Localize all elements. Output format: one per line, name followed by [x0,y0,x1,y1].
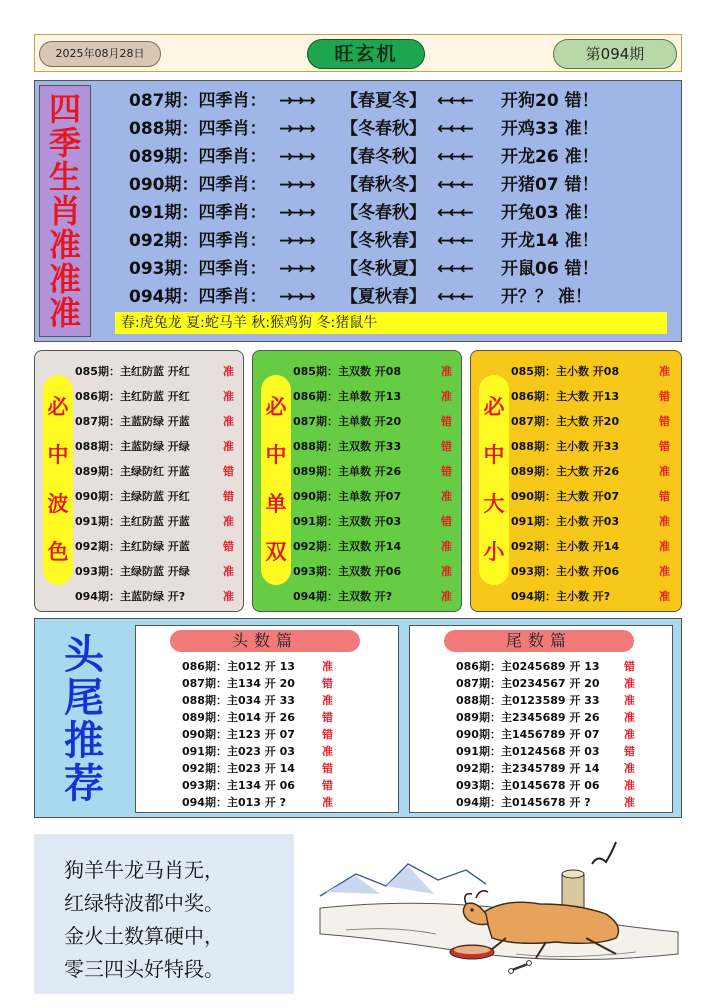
poem-line: 零三四头好特段。 [64,957,224,981]
result-mark: 错 [659,415,670,428]
wave-row-text: 092期：主红防绿 开蓝 [75,540,190,553]
season-label-char: 准 [48,226,81,264]
right-arrow-icon: →→→ [279,147,313,167]
bowl-icon [450,945,494,959]
poem-line: 红绿特波都中奖。 [64,891,224,915]
head-row [182,726,394,743]
oddeven-row-text: 091期：主双数 开03 [293,515,402,528]
tail-row-text: 090期：主1456789 开 07 [456,728,600,741]
tail-row [456,794,668,811]
headtail-label-char: 推 [64,716,104,764]
wave-row [75,359,243,384]
season-legend: 春:虎兔龙 夏:蛇马羊 秋:猴鸡狗 冬:猪鼠牛 [115,312,667,334]
season-label-char: 准 [48,260,81,298]
result-mark: 准 [659,365,670,378]
season-row-result: 开龙14 准！ [501,231,599,251]
season-row-result: 开？？ 准！ [501,287,592,307]
result-mark: 准 [223,515,234,528]
result-mark: 准 [223,565,234,578]
oddeven-label-char: 双 [265,540,287,565]
tail-row [456,658,668,675]
tail-rows [456,658,668,811]
head-rows [182,658,394,811]
result-mark: 准 [441,565,452,578]
season-label-char: 生 [48,158,81,196]
illustration-svg [316,834,682,994]
head-row [182,794,394,811]
head-row-text: 094期：主013 开 ? [182,796,286,809]
tail-row-text: 089期：主2345689 开 26 [456,711,600,724]
season-row [129,199,669,227]
left-arrow-icon: ←←← [437,287,471,307]
tail-row-text: 092期：主2345789 开 14 [456,762,600,775]
oddeven-row-text: 094期：主双数 开? [293,590,393,603]
result-mark: 准 [624,711,635,724]
oddeven-row [293,359,461,384]
wave-row [75,584,243,609]
oddeven-row-text: 092期：主双数 开14 [293,540,402,553]
bigsmall-row-text: 093期：主小数 开06 [511,565,620,578]
headtail-label-char: 头 [64,630,104,678]
season-row [129,87,669,115]
tail-row [456,777,668,794]
season-row-issue: 090期：四季肖： [129,175,267,195]
result-mark: 错 [322,762,333,775]
left-arrow-icon: ←←← [437,175,471,195]
bigsmall-row [511,484,679,509]
poem-box [34,834,294,994]
season-row-issue: 088期：四季肖： [129,119,267,139]
season-row-issue: 092期：四季肖： [129,231,267,251]
result-mark: 准 [624,779,635,792]
wave-row-text: 090期：主绿防蓝 开红 [75,490,190,503]
result-mark: 错 [322,711,333,724]
result-mark: 准 [223,440,234,453]
result-mark: 准 [322,796,333,809]
result-mark: 错 [659,440,670,453]
result-mark: 错 [223,540,234,553]
wave-row-text: 093期：主绿防蓝 开绿 [75,565,190,578]
result-mark: 错 [659,390,670,403]
result-mark: 准 [322,660,333,673]
oddeven-panel [252,350,462,612]
season-row-issue: 091期：四季肖： [129,203,267,223]
season-row-issue: 094期：四季肖： [129,287,267,307]
season-row [129,227,669,255]
wave-row-text: 094期：主蓝防绿 开? [75,590,186,603]
tail-row-text: 091期：主0124568 开 03 [456,745,600,758]
bigsmall-row-text: 090期：主大数 开07 [511,490,620,503]
oddeven-row-text: 086期：主单数 开13 [293,390,402,403]
result-mark: 准 [624,762,635,775]
bigsmall-row [511,584,679,609]
left-arrow-icon: ←←← [437,91,471,111]
oddeven-row-text: 085期：主双数 开08 [293,365,402,378]
wave-label [43,375,73,585]
head-row [182,760,394,777]
head-row-text: 087期：主134 开 20 [182,677,295,690]
tail-row [456,675,668,692]
headtail-section [34,618,682,818]
bigsmall-row [511,384,679,409]
result-mark: 准 [659,515,670,528]
oddeven-row [293,559,461,584]
headtail-label-char: 荐 [64,759,104,807]
season-row-pick: 【冬秋夏】 [341,259,426,279]
result-mark: 错 [624,660,635,673]
result-mark: 错 [223,490,234,503]
season-row-result: 开龙26 准！ [501,147,599,167]
oddeven-row [293,484,461,509]
head-row [182,709,394,726]
tail-row [456,743,668,760]
wave-rows [75,359,243,609]
oddeven-label-char: 中 [265,443,287,468]
bigsmall-row [511,559,679,584]
wave-label-char: 色 [47,540,69,565]
tail-row [456,692,668,709]
season-row-issue: 089期：四季肖： [129,147,267,167]
oddeven-row [293,434,461,459]
bigsmall-label-char: 小 [483,540,505,565]
head-row [182,777,394,794]
season-row-pick: 【春夏冬】 [341,91,426,111]
result-mark: 准 [659,540,670,553]
tail-row-text: 086期：主0245689 开 13 [456,660,600,673]
wave-panel [34,350,244,612]
right-arrow-icon: →→→ [279,203,313,223]
wave-row-text: 091期：主红防蓝 开蓝 [75,515,190,528]
left-arrow-icon: ←←← [437,231,471,251]
head-row-text: 088期：主034 开 33 [182,694,295,707]
season-row [129,115,669,143]
wave-row [75,534,243,559]
page-header [34,34,682,72]
bigsmall-row-text: 091期：主小数 开03 [511,515,620,528]
result-mark: 准 [659,590,670,603]
wave-row-text: 089期：主绿防红 开蓝 [75,465,190,478]
oddeven-label-char: 必 [265,394,287,419]
wave-label-char: 必 [47,394,69,419]
season-label-char: 准 [48,294,81,332]
wave-row-text: 085期：主红防蓝 开红 [75,365,190,378]
right-arrow-icon: →→→ [279,287,313,307]
season-row-pick: 【冬春秋】 [341,119,426,139]
lying-goat-illustration [316,834,682,994]
right-arrow-icon: →→→ [279,231,313,251]
tail-row-text: 087期：主0234567 开 20 [456,677,600,690]
season-row-result: 开兔03 准！ [501,203,599,223]
wave-row-text: 088期：主蓝防绿 开绿 [75,440,190,453]
result-mark: 准 [659,565,670,578]
wave-row [75,509,243,534]
result-mark: 准 [624,728,635,741]
season-row-result: 开狗20 错！ [501,91,599,111]
head-row-text: 091期：主023 开 03 [182,745,295,758]
oddeven-row [293,584,461,609]
head-row-text: 092期：主023 开 14 [182,762,295,775]
wave-row [75,384,243,409]
bigsmall-row-text: 087期：主大数 开20 [511,415,620,428]
poem-line: 金火土数算硬中， [64,924,224,948]
season-row [129,255,669,283]
result-mark: 准 [441,540,452,553]
head-row-text: 089期：主014 开 26 [182,711,295,724]
result-mark: 错 [624,745,635,758]
oddeven-row-text: 088期：主双数 开33 [293,440,402,453]
result-mark: 错 [441,440,452,453]
issue-badge: 第094期 [553,39,677,69]
result-mark: 准 [441,490,452,503]
result-mark: 准 [322,694,333,707]
season-label-char: 四 [48,90,81,128]
result-mark: 准 [624,694,635,707]
result-mark: 准 [223,390,234,403]
head-card [135,625,399,813]
result-mark: 准 [223,415,234,428]
result-mark: 准 [441,390,452,403]
result-mark: 准 [223,365,234,378]
tail-row [456,709,668,726]
oddeven-row [293,509,461,534]
season-row-pick: 【夏秋春】 [341,287,426,307]
tail-row-text: 094期：主0145678 开 ? [456,796,591,809]
bigsmall-label-char: 中 [483,443,505,468]
result-mark: 错 [322,677,333,690]
bigsmall-row-text: 086期：主大数 开13 [511,390,620,403]
season-row [129,283,669,311]
wave-row [75,434,243,459]
bigsmall-row-text: 089期：主大数 开26 [511,465,620,478]
bigsmall-row [511,409,679,434]
result-mark: 准 [624,677,635,690]
result-mark: 准 [624,796,635,809]
right-arrow-icon: →→→ [279,259,313,279]
season-label [39,85,91,337]
wave-row [75,459,243,484]
wave-row-text: 086期：主红防蓝 开红 [75,390,190,403]
wave-row-text: 087期：主蓝防绿 开蓝 [75,415,190,428]
tail-title: 尾数篇 [444,630,634,652]
head-title: 头数篇 [170,630,360,652]
result-mark: 错 [322,779,333,792]
left-arrow-icon: ←←← [437,259,471,279]
season-row [129,171,669,199]
season-row-pick: 【冬春秋】 [341,203,426,223]
oddeven-label [261,375,291,585]
bigsmall-row-text: 088期：主小数 开33 [511,440,620,453]
tail-card [409,625,673,813]
head-row [182,743,394,760]
season-label-char: 季 [48,124,81,162]
left-arrow-icon: ←←← [437,147,471,167]
left-arrow-icon: ←←← [437,203,471,223]
season-row-pick: 【春秋冬】 [341,175,426,195]
bigsmall-row [511,509,679,534]
bigsmall-label [479,375,509,585]
bone-icon [509,961,532,974]
season-row [129,143,669,171]
date-badge: 2025年08月28日 [39,41,161,67]
season-row-issue: 087期：四季肖： [129,91,267,111]
bigsmall-panel [470,350,682,612]
wave-row [75,409,243,434]
right-arrow-icon: →→→ [279,91,313,111]
bigsmall-row-text: 085期：主小数 开08 [511,365,620,378]
season-row-pick: 【冬秋春】 [341,231,426,251]
wave-row [75,484,243,509]
bigsmall-row [511,534,679,559]
season-row-result: 开鼠06 错！ [501,259,599,279]
season-row-pick: 【春冬秋】 [341,147,426,167]
result-mark: 错 [441,515,452,528]
season-rows [129,87,669,311]
oddeven-row [293,409,461,434]
result-mark: 错 [659,490,670,503]
tail-row-text: 088期：主0123589 开 33 [456,694,600,707]
oddeven-row [293,534,461,559]
season-label-char: 肖 [48,192,81,230]
head-row [182,692,394,709]
head-row-text: 086期：主012 开 13 [182,660,295,673]
bigsmall-label-char: 大 [483,491,505,516]
oddeven-row [293,384,461,409]
wave-label-char: 中 [47,443,69,468]
wave-label-char: 波 [47,491,69,516]
bigsmall-row-text: 092期：主小数 开14 [511,540,620,553]
bigsmall-row [511,359,679,384]
tail-row [456,760,668,777]
oddeven-row-text: 089期：主单数 开26 [293,465,402,478]
result-mark: 准 [441,365,452,378]
oddeven-row-text: 087期：主单数 开20 [293,415,402,428]
head-row [182,675,394,692]
tail-row [456,726,668,743]
bigsmall-row [511,434,679,459]
season-row-issue: 093期：四季肖： [129,259,267,279]
right-arrow-icon: →→→ [279,119,313,139]
head-row-text: 090期：主123 开 07 [182,728,295,741]
tail-row-text: 093期：主0145678 开 06 [456,779,600,792]
oddeven-rows [293,359,461,609]
left-arrow-icon: ←←← [437,119,471,139]
result-mark: 错 [223,465,234,478]
right-arrow-icon: →→→ [279,175,313,195]
bigsmall-row-text: 094期：主小数 开? [511,590,611,603]
result-mark: 准 [659,465,670,478]
head-row-text: 093期：主134 开 06 [182,779,295,792]
result-mark: 错 [441,465,452,478]
result-mark: 准 [441,590,452,603]
bigsmall-row [511,459,679,484]
result-mark: 错 [441,415,452,428]
result-mark: 错 [322,728,333,741]
oddeven-row-text: 090期：主单数 开07 [293,490,402,503]
oddeven-label-char: 单 [265,491,287,516]
poem-line: 狗羊牛龙马肖无， [64,858,224,882]
season-section [34,80,682,342]
result-mark: 准 [223,590,234,603]
headtail-label-char: 尾 [64,673,104,721]
wave-row [75,559,243,584]
season-row-result: 开鸡33 准！ [501,119,599,139]
bigsmall-rows [511,359,679,609]
headtail-label [49,630,119,807]
oddeven-row-text: 093期：主双数 开06 [293,565,402,578]
head-row [182,658,394,675]
oddeven-row [293,459,461,484]
season-row-result: 开猪07 错！ [501,175,599,195]
result-mark: 准 [322,745,333,758]
bigsmall-label-char: 必 [483,394,505,419]
page-title: 旺玄机 [307,39,425,69]
